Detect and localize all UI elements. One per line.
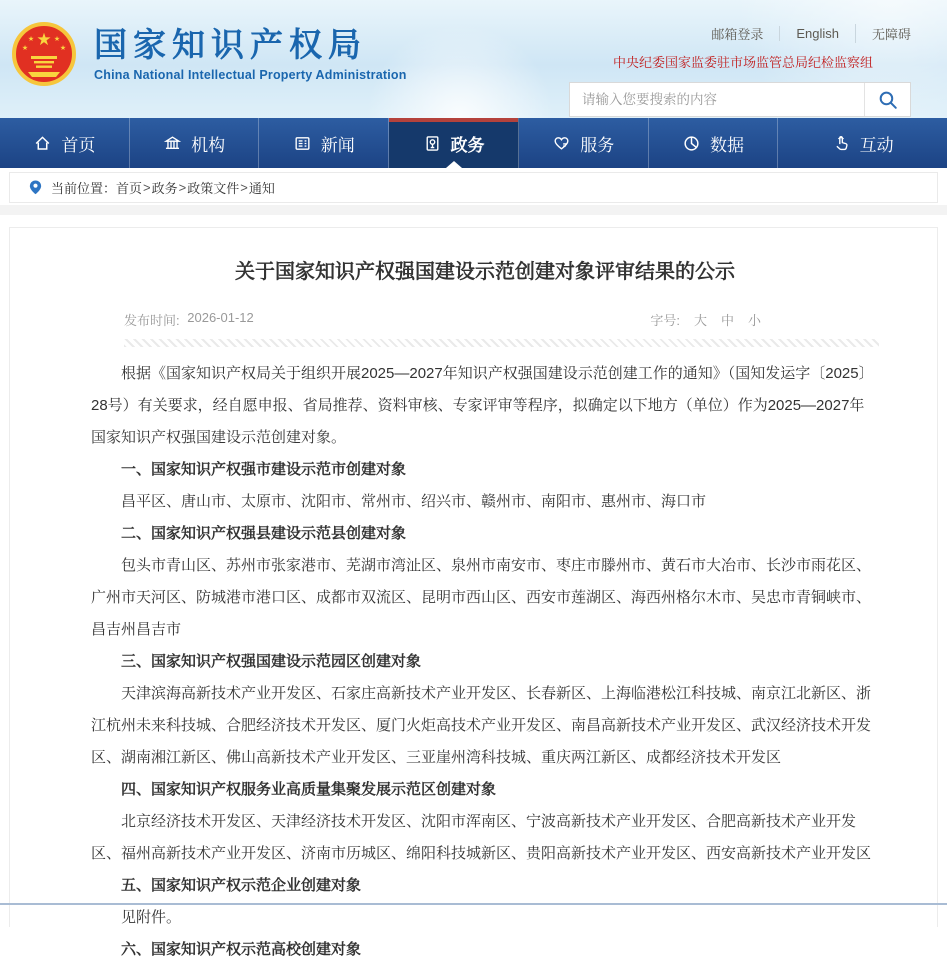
breadcrumb-separator: > bbox=[240, 180, 248, 195]
publish-date-label: 发布时间: bbox=[124, 313, 180, 328]
breadcrumb-gov[interactable]: 政务 bbox=[151, 181, 178, 196]
svg-text:★: ★ bbox=[21, 45, 29, 52]
article-meta bbox=[91, 310, 879, 329]
article-body bbox=[91, 358, 879, 966]
home-icon bbox=[33, 134, 52, 153]
site-title: 国家知识产权局 bbox=[94, 26, 367, 64]
english-link[interactable]: English bbox=[779, 26, 855, 41]
data-pie-icon bbox=[682, 134, 701, 153]
search-icon bbox=[878, 90, 898, 110]
section-heading-2: 二、国家知识产权强县建设示范县创建对象 bbox=[121, 525, 407, 542]
section-list-1: 昌平区、唐山市、太原市、沈阳市、常州市、绍兴市、赣州市、南阳市、惠州市、海口市 bbox=[121, 493, 707, 510]
breadcrumb-separator: > bbox=[178, 180, 187, 195]
section-list-3: 天津滨海高新技术产业开发区、石家庄高新技术产业开发区、长春新区、上海临港松江科技城、南京江北新区、浙江杭州未来科技城、合肥经济技术开发区、厦门火炬高技术产业开发区、南昌高新技术产业开发区、武汉经济技术开发区、湖南湘江新区、佛山高新技术产业开发区、三亚崖州湾科技城、重庆两江新区、成都经济技术开发区 bbox=[91, 685, 872, 766]
section-heading-5: 五、国家知识产权示范企业创建对象 bbox=[121, 877, 362, 894]
breadcrumb-separator: > bbox=[143, 180, 151, 195]
article-card bbox=[9, 227, 938, 958]
breadcrumb-prefix: 当前位置： bbox=[51, 181, 117, 196]
site-subtitle: China National Intellectual Property Administration bbox=[94, 67, 407, 82]
svg-text:★: ★ bbox=[27, 36, 35, 43]
article-title: 关于国家知识产权强国建设示范创建对象评审结果的公示 bbox=[235, 261, 735, 283]
site-logo bbox=[10, 20, 407, 88]
nav-item-institution[interactable] bbox=[130, 118, 260, 168]
top-utility-links bbox=[569, 24, 911, 43]
site-header bbox=[0, 0, 947, 118]
nav-label: 首页 bbox=[61, 135, 96, 155]
svg-text:★: ★ bbox=[36, 30, 52, 49]
nav-item-news[interactable] bbox=[259, 118, 389, 168]
section-heading-1: 一、国家知识产权强市建设示范市创建对象 bbox=[121, 461, 407, 478]
section-heading-3: 三、国家知识产权强国建设示范园区创建对象 bbox=[121, 653, 422, 670]
section-heading-6: 六、国家知识产权示范高校创建对象 bbox=[121, 941, 362, 958]
breadcrumb bbox=[9, 172, 938, 203]
footer-divider bbox=[0, 903, 947, 905]
section-attachment-note: 见附件。 bbox=[121, 909, 182, 926]
nav-item-data[interactable] bbox=[649, 118, 779, 168]
search-box bbox=[569, 82, 911, 117]
nav-item-interact[interactable] bbox=[778, 118, 947, 168]
section-list-2: 包头市青山区、苏州市张家港市、芜湖市湾沚区、泉州市南安市、枣庄市滕州市、黄石市大冶市、长沙市雨花区、广州市天河区、防城港市港口区、成都市双流区、昆明市西山区、西安市莲湖区、海西州格尔木市、吴忠市青铜峡市、昌吉州昌吉市 bbox=[91, 557, 872, 638]
font-size-small-button[interactable]: 小 bbox=[747, 313, 761, 328]
section-list-4: 北京经济技术开发区、天津经济技术开发区、沈阳市浑南区、宁波高新技术产业开发区、合肥高新技术产业开发区、福州高新技术产业开发区、济南市历城区、绵阳科技城新区、贵阳高新技术产业开发区、西安高新技术产业开发区 bbox=[91, 813, 872, 862]
gov-doc-icon bbox=[423, 134, 442, 153]
breadcrumb-notice[interactable]: 通知 bbox=[248, 181, 275, 196]
nav-label: 新闻 bbox=[320, 135, 355, 155]
main-nav bbox=[0, 118, 947, 168]
accessibility-link[interactable]: 无障碍 bbox=[855, 24, 911, 43]
breadcrumb-policy-files[interactable]: 政策文件 bbox=[187, 181, 240, 196]
font-size-label: 字号: bbox=[650, 313, 680, 328]
nav-label: 机构 bbox=[191, 135, 226, 155]
section-divider-band bbox=[0, 205, 947, 215]
font-size-large-button[interactable]: 大 bbox=[693, 313, 707, 328]
nav-label: 服务 bbox=[580, 135, 615, 155]
nav-label: 政务 bbox=[450, 135, 485, 155]
section-heading-4: 四、国家知识产权服务业高质量集聚发展示范区创建对象 bbox=[121, 781, 497, 798]
supervision-link[interactable]: 中央纪委国家监委驻市场监管总局纪检监察组 bbox=[612, 55, 873, 70]
font-size-medium-button[interactable]: 中 bbox=[720, 313, 734, 328]
search-input[interactable] bbox=[570, 83, 864, 116]
national-emblem-icon bbox=[10, 20, 78, 88]
location-pin-icon bbox=[28, 179, 43, 196]
interact-hand-icon bbox=[832, 134, 851, 153]
nav-item-home[interactable] bbox=[0, 118, 130, 168]
paragraph-intro: 根据《国家知识产权局关于组织开展2025—2027年知识产权强国建设示范创建工作的通知》（国知发运字〔2025〕28号）有关要求，经自愿申报、省局推荐、资料审核、专家评审等程序，拟确定以下地方（单位）作为2025—2027年国家知识产权强国建设示范创建对象。 bbox=[91, 365, 874, 446]
search-button[interactable] bbox=[864, 83, 910, 116]
mail-login-link[interactable]: 邮箱登录 bbox=[711, 27, 764, 42]
service-heart-icon bbox=[552, 134, 571, 153]
font-size-controls bbox=[650, 310, 761, 329]
svg-text:★: ★ bbox=[53, 36, 61, 43]
svg-text:★: ★ bbox=[59, 45, 67, 52]
breadcrumb-home[interactable]: 首页 bbox=[116, 181, 143, 196]
institution-icon bbox=[163, 134, 182, 153]
publish-date: 2026-01-12 bbox=[187, 310, 254, 325]
nav-label: 互动 bbox=[859, 135, 894, 155]
news-icon bbox=[293, 134, 312, 153]
nav-label: 数据 bbox=[709, 135, 744, 155]
nav-item-service[interactable] bbox=[519, 118, 649, 168]
nav-item-gov[interactable] bbox=[389, 118, 519, 168]
hatched-divider bbox=[124, 339, 879, 347]
